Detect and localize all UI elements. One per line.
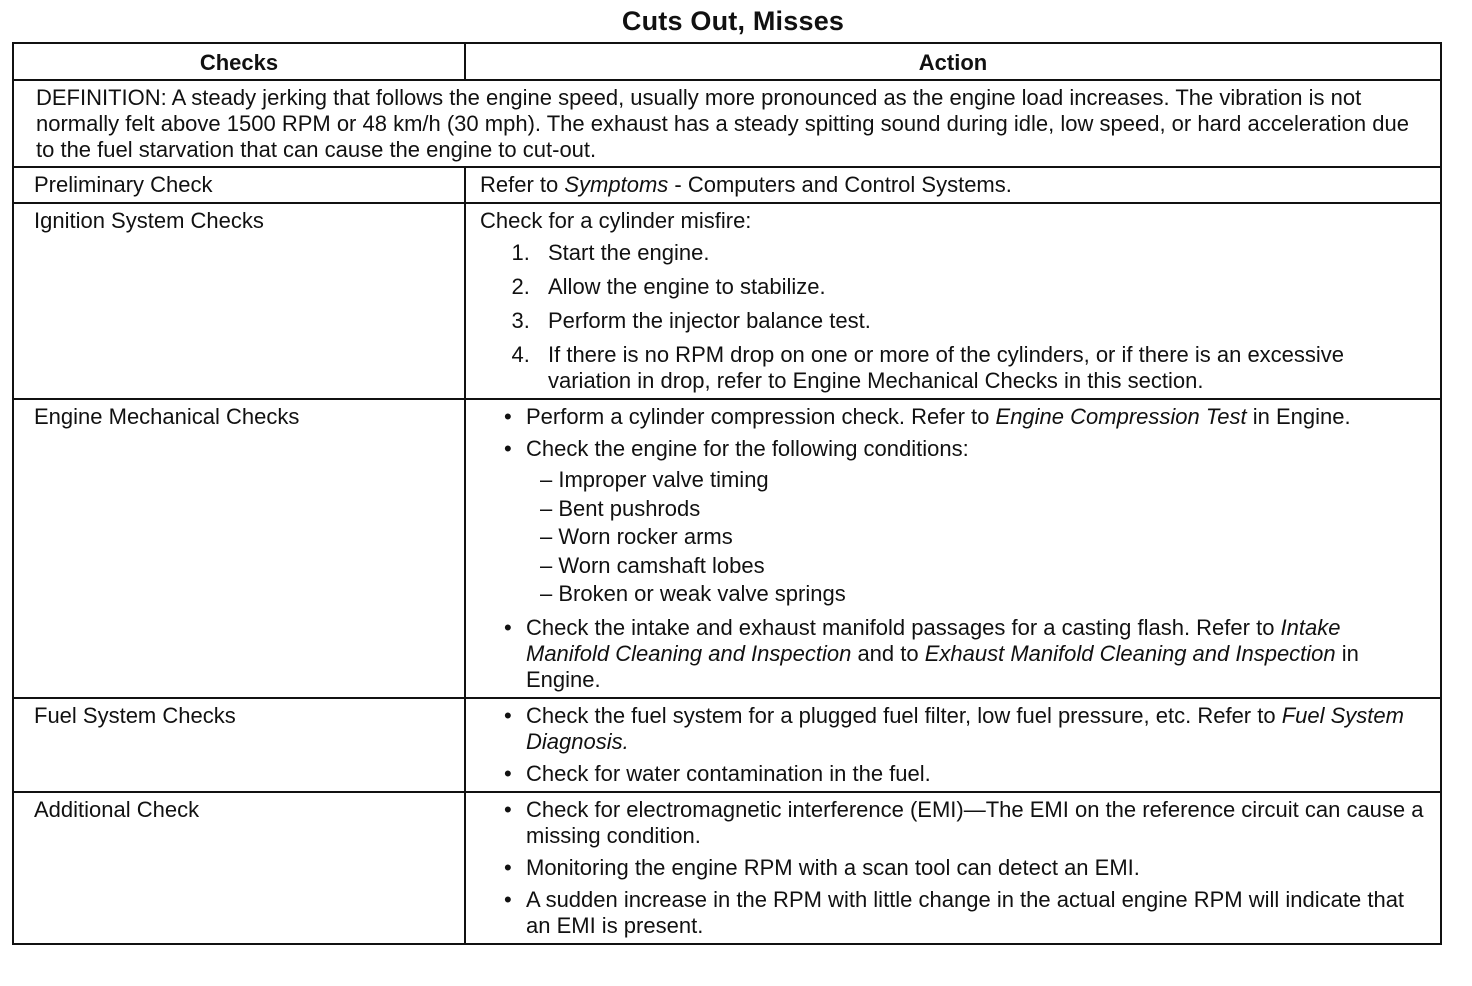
bullet-text: and to <box>851 640 925 666</box>
step-item: 1. Start the engine. <box>536 240 1428 266</box>
mechanical-bullets <box>480 404 1428 693</box>
action-column-header: Action <box>465 43 1441 80</box>
bullet-text: Check the intake and exhaust manifold passages for a casting flash. Refer to <box>526 614 1281 640</box>
table-row <box>13 203 1441 399</box>
bullet-item: • Check for electromagnetic interference (EMI)—The EMI on the reference circuit can cause a missing condition. <box>526 797 1428 849</box>
ignition-steps <box>480 240 1428 394</box>
condition-item: – Worn rocker arms <box>540 523 1428 552</box>
table-row <box>13 167 1441 203</box>
action-intro: Check for a cylinder misfire: <box>480 208 752 233</box>
condition-list <box>526 466 1428 609</box>
condition-item: – Worn camshaft lobes <box>540 552 1428 581</box>
header-row <box>13 43 1441 80</box>
check-label-fuel: Fuel System Checks <box>13 698 465 792</box>
symptoms-reference: Symptoms <box>564 172 669 197</box>
action-cell-mechanical <box>465 399 1441 698</box>
bullet-item <box>526 615 1428 693</box>
fuel-diagnosis-reference: Fuel System Diagnosis. <box>526 702 1404 754</box>
checks-column-header: Checks <box>13 43 465 80</box>
check-label-mechanical: Engine Mechanical Checks <box>13 399 465 698</box>
definition-text: DEFINITION: A steady jerking that follows the engine speed, usually more pronounced as the engine load increases. The vibration is not normally felt above 1500 RPM or 48 km/h (30 mph). The exhaust has a steady spitting sound during idle, low speed, or hard acceleration due to the fuel starvation that can cause the engine to cut-out. <box>13 80 1441 167</box>
intake-manifold-reference: Intake Manifold Cleaning and Inspection <box>526 614 1341 666</box>
page-title: Cuts Out, Misses <box>621 6 845 36</box>
bullet-text: in Engine. <box>526 640 1359 692</box>
bullet-item: • Monitoring the engine RPM with a scan tool can detect an EMI. <box>526 855 1428 881</box>
fuel-bullets <box>480 703 1428 787</box>
diagnostic-table <box>12 42 1442 945</box>
definition-row <box>13 80 1441 167</box>
condition-item: – Bent pushrods <box>540 495 1428 524</box>
step-item: 2. Allow the engine to stabilize. <box>536 274 1428 300</box>
table-row <box>13 399 1441 698</box>
additional-bullets <box>480 797 1428 939</box>
table-row <box>13 698 1441 792</box>
action-text: - Computers and Control Systems. <box>668 172 1012 197</box>
bullet-item <box>526 404 1428 430</box>
bullet-item <box>526 703 1428 755</box>
compression-test-reference: Engine Compression Test <box>995 404 1247 429</box>
bullet-item: • Check for water contamination in the fuel. <box>526 761 1428 787</box>
action-text: Refer to <box>480 172 565 197</box>
bullet-item: • A sudden increase in the RPM with little change in the actual engine RPM will indicate that an EMI is present. <box>526 887 1428 939</box>
bullet-text: in Engine. <box>1246 404 1351 429</box>
check-label-ignition: Ignition System Checks <box>13 203 465 399</box>
bullet-text: Perform a cylinder compression check. Refer to <box>526 404 996 429</box>
action-cell-additional <box>465 792 1441 944</box>
bullet-text: Check the engine for the following conditions: <box>526 436 969 461</box>
check-label-additional: Additional Check <box>13 792 465 944</box>
check-label-preliminary: Preliminary Check <box>13 167 465 203</box>
action-cell-ignition <box>465 203 1441 399</box>
exhaust-manifold-reference: Exhaust Manifold Cleaning and Inspection <box>924 640 1336 666</box>
step-item: 3. Perform the injector balance test. <box>536 308 1428 334</box>
bullet-item <box>526 436 1428 609</box>
table-row <box>13 792 1441 944</box>
action-cell-fuel <box>465 698 1441 792</box>
bullet-text: Check the fuel system for a plugged fuel filter, low fuel pressure, etc. Refer to <box>526 702 1282 728</box>
step-item: 4. If there is no RPM drop on one or more of the cylinders, or if there is an excessive variation in drop, refer to Engine Mechanical Checks in this section. <box>536 342 1428 394</box>
condition-item: – Improper valve timing <box>540 466 1428 495</box>
condition-item: – Broken or weak valve springs <box>540 580 1428 609</box>
action-cell-preliminary <box>465 167 1441 203</box>
